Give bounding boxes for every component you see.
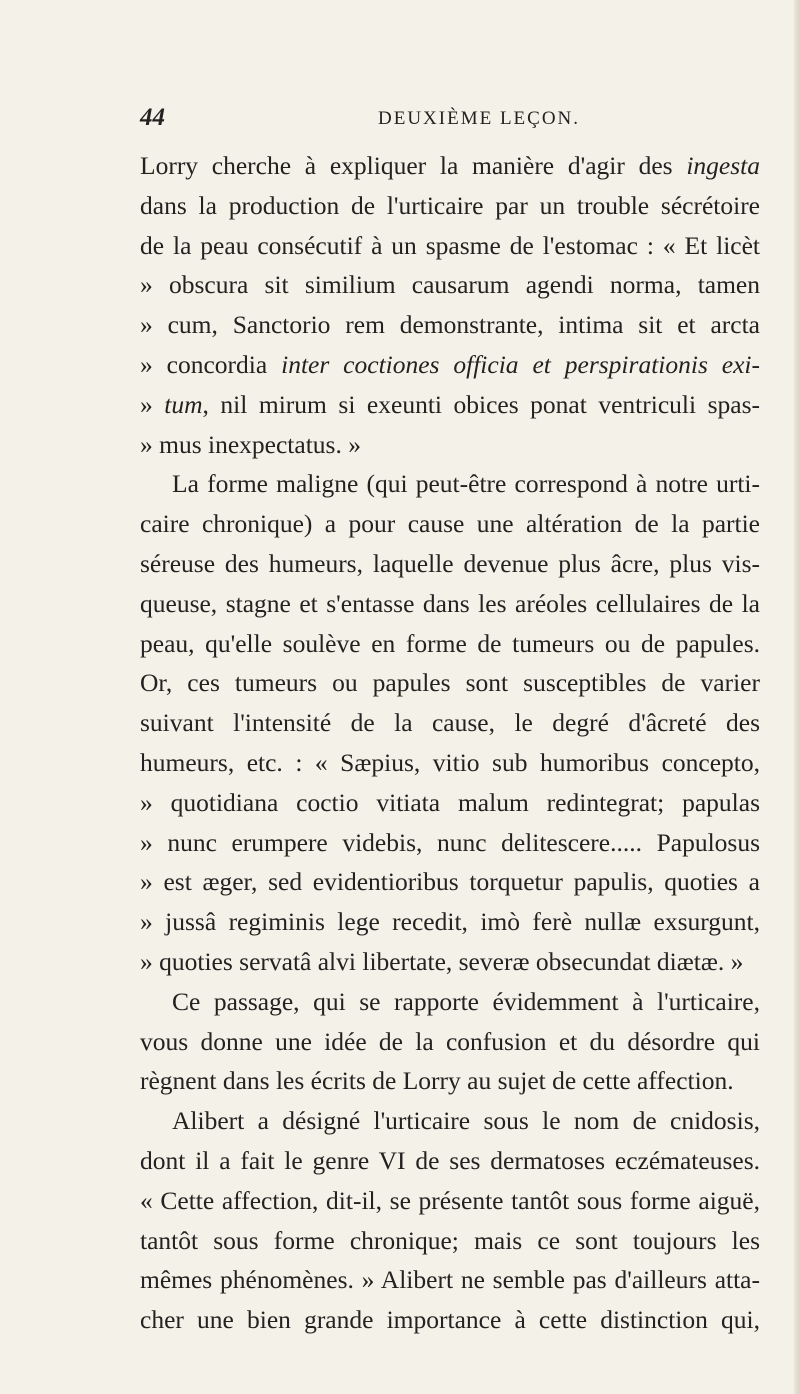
text-segment: de la peau consécutif à un spasme de l'estomac : « Et licèt: [140, 230, 760, 260]
text-segment: cher une bien grande importance à cette distinction qui,: [140, 1305, 760, 1335]
text-segment: » obscura sit similium causarum agendi norma, tamen: [140, 270, 760, 300]
text-line: [140, 464, 760, 504]
text-segment: » cum, Sanctorio rem demonstrante, intima sit et arcta: [140, 310, 760, 340]
page-header: [140, 104, 760, 140]
paragraph: [140, 1101, 760, 1340]
text-line: [140, 146, 760, 186]
italic-text: ingesta: [686, 151, 760, 180]
text-line: [140, 1260, 760, 1300]
text-line: [140, 823, 760, 863]
running-head: DEUXIÈME LEÇON.: [378, 108, 581, 129]
text-line: [140, 1141, 760, 1181]
text-segment: tantôt sous forme chronique; mais ce sont toujours les: [140, 1225, 760, 1255]
italic-text: inter coctiones officia et perspirationis exi-: [281, 349, 760, 379]
text-segment: humeurs, etc. : « Sæpius, vitio sub humoribus concepto,: [140, 747, 760, 777]
text-segment: » concordia: [140, 349, 282, 379]
text-line: [140, 663, 760, 703]
text-line: [140, 305, 760, 345]
text-segment: vous donne une idée de la confusion et du désordre qui: [140, 1026, 760, 1056]
page-edge-shadow: [794, 0, 800, 1394]
text-segment: « Cette affection, dit-il, se présente tantôt sous forme aiguë,: [140, 1185, 760, 1215]
text-line: [140, 1300, 760, 1340]
text-line: [140, 982, 760, 1022]
text-line: [140, 425, 760, 465]
body-text: [140, 146, 760, 1340]
text-segment: mêmes phénomènes. » Alibert ne semble pas d'ailleurs atta-: [140, 1265, 760, 1295]
text-segment: suivant l'intensité de la cause, le degré d'âcreté des: [140, 708, 760, 738]
text-line: [140, 345, 760, 385]
text-line: [140, 226, 760, 266]
text-line: [140, 624, 760, 664]
text-line: [140, 1061, 760, 1101]
text-segment: dont il a fait le genre VI de ses dermatoses eczémateuses.: [140, 1145, 760, 1175]
text-segment: » est æger, sed evidentioribus torquetur papulis, quoties a: [140, 867, 760, 897]
paragraph: [140, 982, 760, 1101]
text-line: [140, 504, 760, 544]
text-line: [140, 385, 760, 425]
text-segment: séreuse des humeurs, laquelle devenue plus âcre, plus vis-: [140, 548, 760, 578]
text-segment: » mus inexpectatus. »: [140, 429, 361, 459]
text-segment: » quoties servatâ alvi libertate, severæ obsecundat diætæ. »: [140, 946, 744, 976]
text-segment: La forme maligne (qui peut-être correspond à notre urti-: [172, 469, 760, 499]
text-segment: caire chronique) a pour cause une altération de la partie: [140, 509, 760, 539]
text-segment: Lorry cherche à expliquer la manière d'agir des: [140, 151, 687, 180]
text-segment: » jussâ regiminis lege recedit, imò ferè nullæ exsurgunt,: [140, 907, 760, 937]
text-line: [140, 783, 760, 823]
paragraph: [140, 464, 760, 981]
paragraph: [140, 146, 760, 464]
text-line: [140, 902, 760, 942]
text-line: [140, 265, 760, 305]
text-line: [140, 703, 760, 743]
text-line: [140, 1221, 760, 1261]
text-line: [140, 743, 760, 783]
text-line: [140, 942, 760, 982]
text-segment: Ce passage, qui se rapporte évidemment à l'urticaire,: [172, 986, 760, 1016]
text-segment: règnent dans les écrits de Lorry au sujet de cette affection.: [140, 1066, 734, 1096]
page-number: 44: [140, 104, 165, 131]
text-line: [140, 862, 760, 902]
text-segment: peau, qu'elle soulève en forme de tumeurs ou de papules.: [140, 628, 760, 658]
text-segment: queuse, stagne et s'entasse dans les aréoles cellulaires de la: [140, 588, 760, 618]
text-segment: Alibert a désigné l'urticaire sous le nom de cnidosis,: [172, 1106, 760, 1136]
text-line: [140, 544, 760, 584]
text-line: [140, 584, 760, 624]
text-segment: » quotidiana coctio vitiata malum redintegrat; papulas: [140, 787, 760, 817]
text-line: [140, 1101, 760, 1141]
text-segment: dans la production de l'urticaire par un trouble sécrétoire: [140, 190, 760, 220]
text-line: [140, 1022, 760, 1062]
text-segment: , nil mirum si exeunti obices ponat ventriculi spas-: [202, 389, 761, 419]
text-segment: Or, ces tumeurs ou papules sont susceptibles de varier: [140, 668, 760, 698]
text-segment: »: [140, 389, 165, 419]
italic-text: tum: [164, 389, 203, 419]
text-line: [140, 186, 760, 226]
text-segment: » nunc erumpere videbis, nunc delitescere..... Papulosus: [140, 827, 760, 857]
text-line: [140, 1181, 760, 1221]
